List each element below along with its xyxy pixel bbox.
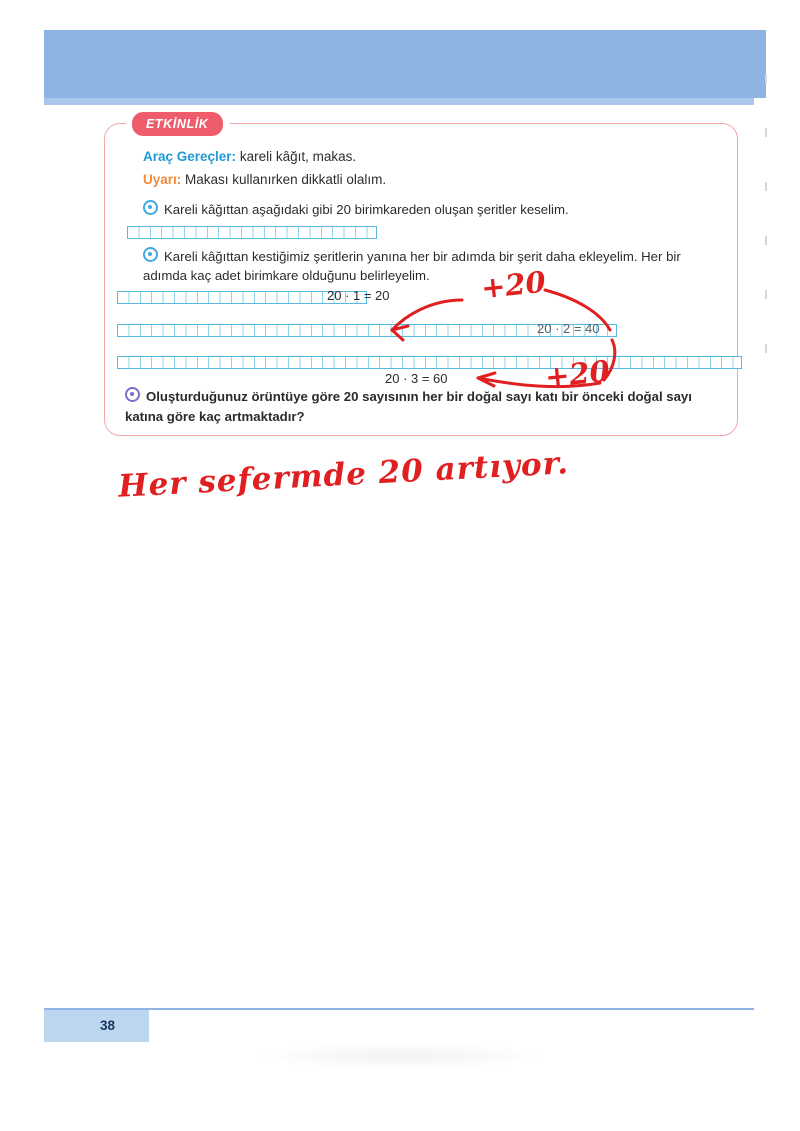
- materials-text: kareli kâğıt, makas.: [239, 149, 357, 164]
- step-3: [125, 387, 725, 427]
- page-number-box: [44, 1010, 149, 1042]
- margin-dot: [765, 344, 767, 353]
- step-3-text: Oluşturduğunuz örüntüye göre 20 sayısının her bir doğal sayı katı bir önceki doğal sayı katına göre kaç artmaktadır?: [125, 389, 692, 424]
- bullet-dot-icon: [125, 387, 140, 402]
- materials-line: [143, 149, 356, 164]
- margin-dot: [765, 236, 767, 245]
- warning-line: [143, 172, 386, 187]
- margin-dot: [765, 128, 767, 137]
- bullet-dot-icon: [143, 247, 158, 262]
- warning-text: Makası kullanırken dikkatli olalım.: [185, 172, 387, 187]
- equation-1: 20 · 1 = 20: [327, 288, 390, 303]
- equation-2: 20 · 2 = 40: [537, 321, 600, 336]
- pattern-strip-row-3: [117, 356, 742, 369]
- step-2: [143, 247, 718, 285]
- top-banner-shadow: [44, 98, 754, 105]
- step-1-text: Kareli kâğıttan aşağıdaki gibi 20 birimkareden oluşan şeritler keselim.: [164, 202, 569, 217]
- margin-dot: [765, 290, 767, 299]
- margin-dot: [765, 182, 767, 191]
- handwritten-annotation-2: +20: [543, 353, 612, 395]
- handwritten-annotation-1: +20: [479, 264, 548, 306]
- sample-strip: [127, 226, 377, 239]
- step-1: [143, 200, 703, 219]
- activity-card: [104, 123, 738, 436]
- page-number: 38: [100, 1018, 116, 1033]
- footer-rule: [44, 1008, 754, 1010]
- warning-label: Uyarı:: [143, 172, 182, 187]
- bullet-dot-icon: [143, 200, 158, 215]
- materials-label: Araç Gereçler:: [143, 149, 237, 164]
- top-banner: [44, 30, 766, 98]
- handwritten-answer: Her sefermde 20 artıyor.: [117, 445, 570, 505]
- footer-shadow: [250, 1042, 550, 1070]
- margin-dot: [765, 74, 767, 83]
- activity-badge: ETKİNLİK: [132, 112, 223, 136]
- equation-3: 20 · 3 = 60: [385, 371, 448, 386]
- step-2-text: Kareli kâğıttan kestiğimiz şeritlerin yanına her bir adımda bir şerit daha ekleyelim. Her bir adımda kaç adet birimkare olduğunu belirleyelim.: [143, 249, 681, 283]
